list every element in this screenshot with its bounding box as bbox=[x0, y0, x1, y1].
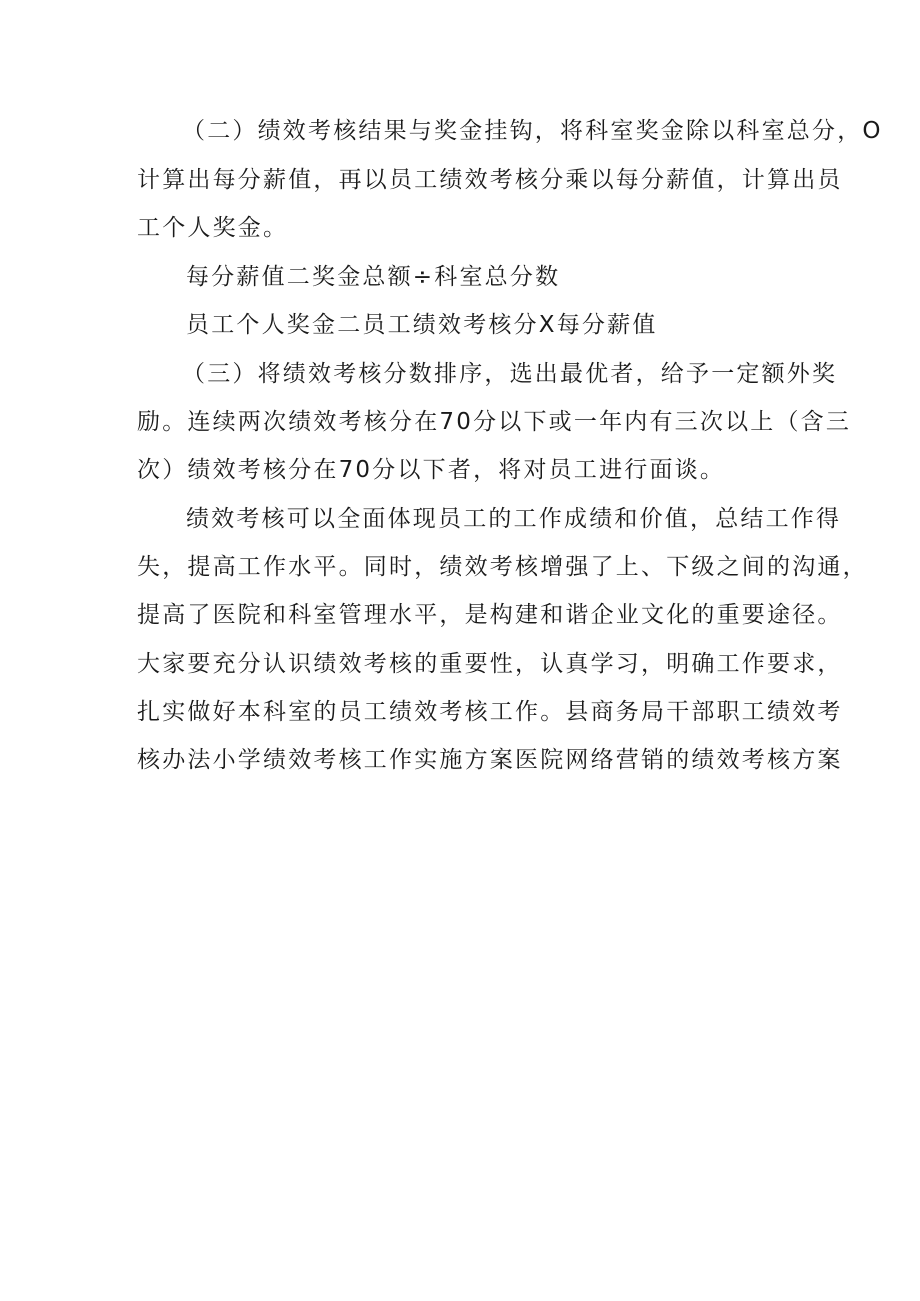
paragraph-4-line-5: 扎实做好本科室的员工绩效考核工作。县商务局干部职工绩效考 bbox=[137, 699, 843, 725]
formula-individual-bonus: 员工个人奖金二员工绩效考核分X每分薪值 bbox=[186, 312, 658, 338]
paragraph-4-line-4: 大家要充分认识绩效考核的重要性，认真学习，明确工作要求， bbox=[137, 651, 843, 677]
paragraph-4-line-3: 提高了医院和科室管理水平，是构建和谐企业文化的重要途径。 bbox=[137, 602, 843, 628]
paragraph-4-line-6: 核办法小学绩效考核工作实施方案医院网络营销的绩效考核方案 bbox=[137, 747, 843, 773]
paragraph-2-line-1: （二）绩效考核结果与奖金挂钩，将科室奖金除以科室总分，O bbox=[182, 118, 883, 144]
paragraph-4-line-2: 失，提高工作水平。同时，绩效考核增强了上、下级之间的沟通， bbox=[137, 554, 868, 580]
paragraph-3-line-3: 次）绩效考核分在70分以下者，将对员工进行面谈。 bbox=[137, 457, 726, 483]
paragraph-4-line-1: 绩效考核可以全面体现员工的工作成绩和价值，总结工作得 bbox=[186, 506, 842, 532]
formula-per-point-value: 每分薪值二奖金总额÷科室总分数 bbox=[186, 264, 561, 290]
paragraph-2-line-2: 计算出每分薪值，再以员工绩效考核分乘以每分薪值，计算出员 bbox=[137, 167, 843, 193]
paragraph-3-line-2: 励。连续两次绩效考核分在70分以下或一年内有三次以上（含三 bbox=[137, 409, 852, 435]
paragraph-2-line-3: 工个人奖金。 bbox=[137, 215, 289, 241]
paragraph-3-line-1: （三）将绩效考核分数排序，选出最优者，给予一定额外奖 bbox=[182, 361, 838, 387]
